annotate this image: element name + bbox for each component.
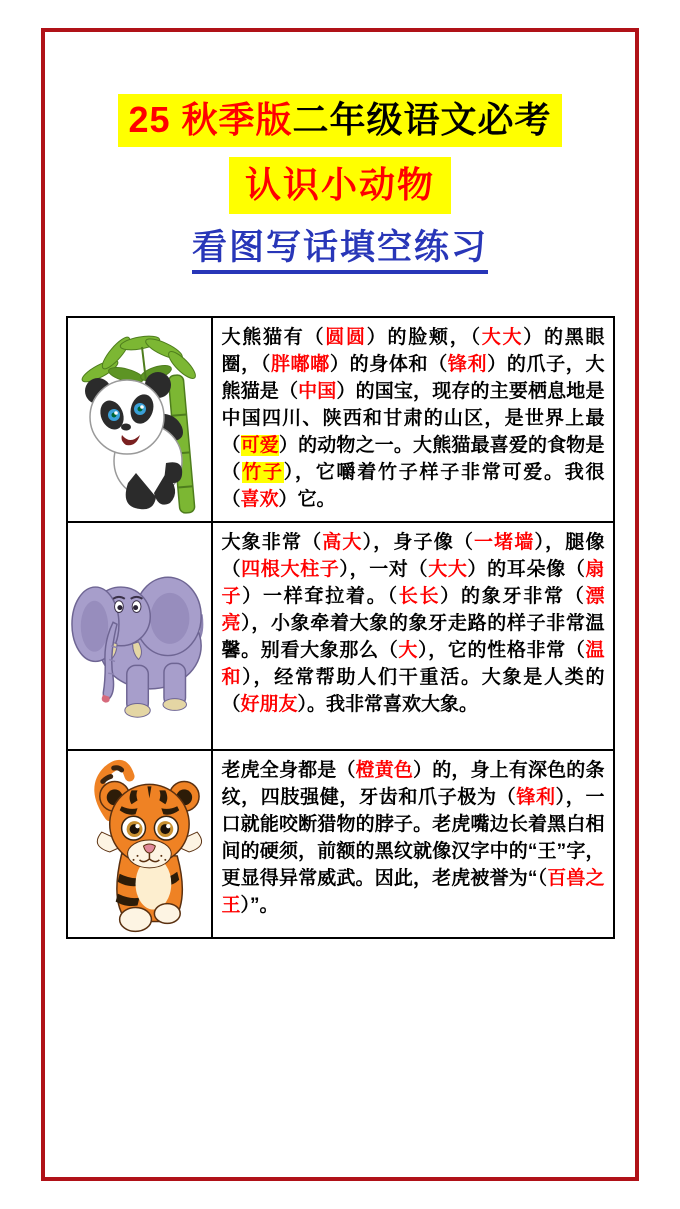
text-segment: ），它嚼着竹子样子非常可爱。我很（	[221, 461, 605, 510]
answer-text: 可爱	[240, 434, 279, 456]
text-segment: ），一对（	[339, 558, 429, 580]
text-segment: ）的，身上有深色的条纹，四肢强健，牙齿和爪子极为（	[221, 759, 605, 808]
text-segment: ）的身体和（	[329, 353, 448, 375]
answer-text: 胖嘟嘟	[270, 353, 330, 375]
text-segment: ），经常帮助人们干重活。大象是人类的（	[221, 666, 605, 715]
text-segment: ）的耳朵像（	[467, 558, 586, 580]
answer-text: 百兽之王	[221, 867, 605, 916]
text-segment: ）的爪子，大熊猫是（	[221, 353, 605, 402]
main-title-red-part: 25 秋季版	[128, 99, 293, 140]
text-segment: ）的黑眼圈，（	[221, 326, 605, 375]
text-segment: ）。我非常喜欢大象。	[297, 693, 479, 715]
table-row-panda	[68, 318, 613, 521]
answer-text: 竹子	[242, 461, 284, 483]
subtitle-exercise: 看图写话填空练习	[192, 230, 488, 274]
text-segment: 大熊猫有（	[221, 326, 326, 348]
answer-text: 锋利	[447, 353, 488, 375]
answer-text: 中国	[298, 380, 337, 402]
text-segment: ），腿像（	[221, 531, 605, 580]
answer-text: 一堵墙	[474, 531, 535, 553]
text-segment: ）的脸颊，（	[366, 326, 482, 348]
answer-text: 高大	[322, 531, 363, 553]
text-segment: ）的动物之一。大熊猫最喜爱的食物是（	[221, 434, 605, 483]
answer-text: 喜欢	[240, 488, 279, 510]
text-segment: 老虎全身都是（	[221, 759, 356, 781]
elephant-illustration	[70, 536, 209, 736]
title-block	[45, 32, 635, 274]
text-segment: ），小象牵着大象的象牙走路的样子非常温馨。别看大象那么（	[221, 612, 605, 661]
page-border-frame	[41, 28, 639, 1181]
answer-text: 大大	[428, 558, 468, 580]
tiger-illustration	[70, 754, 209, 934]
text-segment: ）的国宝，现存的主要栖息地是中国四川、陕西和甘肃的山区，是世界上最（	[221, 380, 605, 456]
answer-text: 四根大柱子	[241, 558, 340, 580]
main-title	[118, 94, 561, 147]
panda-description-text	[213, 318, 613, 521]
panda-illustration	[70, 323, 208, 515]
elephant-description-text	[213, 523, 613, 749]
answer-text: 温和	[221, 639, 605, 688]
table-row-tiger	[68, 749, 613, 937]
answer-text: 大	[398, 639, 419, 661]
text-segment: ），它的性格非常（	[418, 639, 586, 661]
text-segment: ）的象牙非常（	[440, 585, 586, 607]
text-segment: ），一口就能咬断猎物的脖子。老虎嘴边长着黑白相间的硬须，前额的黑纹就像汉字中的“王”字，更显得异常威武。因此，老虎被誉为“（	[221, 786, 605, 889]
text-segment: ），身子像（	[362, 531, 475, 553]
text-segment: 大象非常（	[221, 531, 323, 553]
answer-text: 好朋友	[240, 693, 298, 715]
panda-image-cell	[68, 318, 213, 521]
answer-text: 长长	[398, 585, 441, 607]
answer-text: 扇子	[221, 558, 605, 607]
subtitle-animals: 认识小动物	[229, 157, 451, 214]
main-title-black-part: 二年级语文必考	[292, 99, 552, 140]
tiger-description-text	[213, 751, 613, 937]
text-segment: ）”。	[240, 894, 279, 916]
answer-text: 圆圆	[325, 326, 367, 348]
answer-text: 大大	[481, 326, 524, 348]
answer-text: 橙黄色	[355, 759, 414, 781]
text-segment: ）它。	[278, 488, 336, 510]
tiger-image-cell	[68, 751, 213, 937]
table-row-elephant	[68, 521, 613, 749]
elephant-image-cell	[68, 523, 213, 749]
answer-text: 锋利	[516, 786, 556, 808]
exercise-table	[66, 316, 615, 939]
answer-text: 漂亮	[221, 585, 605, 634]
text-segment: ）一样耷拉着。（	[242, 585, 399, 607]
